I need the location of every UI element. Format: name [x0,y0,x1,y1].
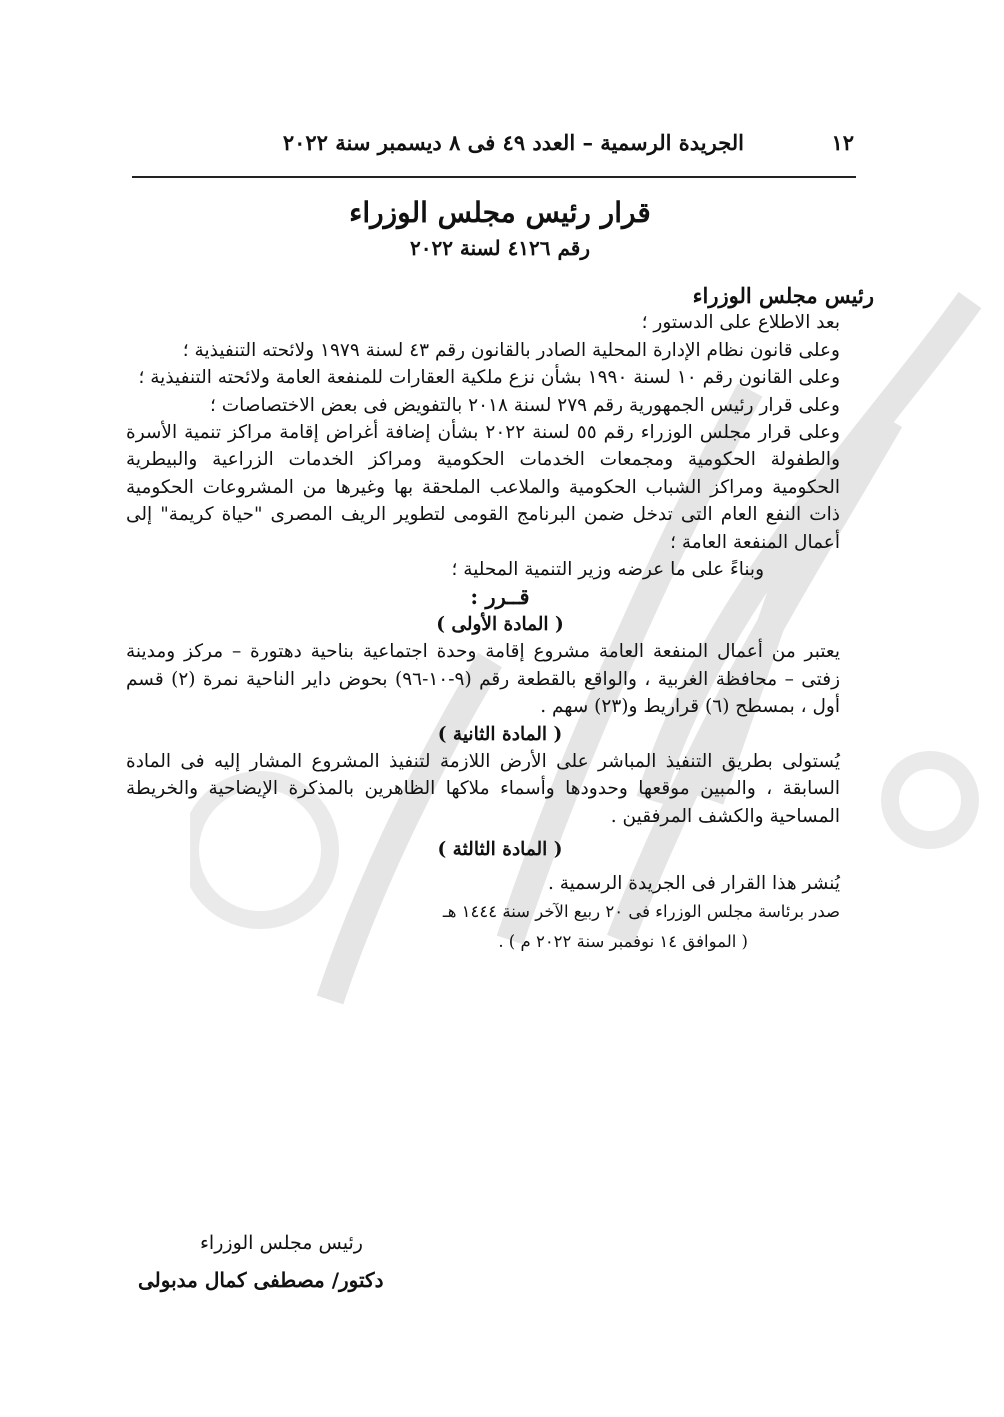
article-heading: ( المادة الثانية ) [437,723,563,745]
page-header [128,130,854,166]
header-divider [132,176,856,178]
decree-number: رقم ٤١٢٦ لسنة ٢٠٢٢ [409,236,591,260]
recital: وبناءً على ما عرضه وزير التنمية المحلية ؛ [451,559,764,581]
gazette-issue-title: الجريدة الرسمية – العدد ٤٩ فى ٨ ديسمبر سنة ٢٠٢٢ [282,130,744,155]
recital: وعلى قانون نظام الإدارة المحلية الصادر بالقانون رقم ٤٣ لسنة ١٩٧٩ ولائحته التنفيذية ؛ [182,339,840,361]
recital: وعلى القانون رقم ١٠ لسنة ١٩٩٠ بشأن نزع ملكية العقارات للمنفعة العامة ولائحته التنفيذية ؛ [138,367,840,389]
page-number: ١٢ [831,130,854,155]
article-heading: ( المادة الثالثة ) [437,839,563,861]
issuance-date: صدر برئاسة مجلس الوزراء فى ٢٠ ربيع الآخر سنة ١٤٤٤ هـ [442,901,840,921]
recital: وعلى قرار رئيس الجمهورية رقم ٢٧٩ لسنة ٢٠١٨ بالتفويض فى بعض الاختصاصات ؛ [209,394,840,416]
decree-title: قرار رئيس مجلس الوزراء [349,196,651,229]
decree-body [126,282,874,957]
issuer-heading: رئيس مجلس الوزراء [692,283,874,308]
issuance-date-gregorian: ( الموافق ١٤ نوفمبر سنة ٢٠٢٢ م ) . [498,931,748,951]
article-heading: ( المادة الأولى ) [436,613,564,635]
article-text: يعتبر من أعمال المنفعة العامة مشروع إقامة وحدة اجتماعية بناحية دهتورة – مركز ومدينة زفتى – محافظة الغربية ، والواقع بالقطعة رقم (٩-١٠-٩٦) بحوض داير الناحية نمرة (٢) قسم أول ، بمسطح (٦) قراريط و(٢٣) سهم . [126,641,841,718]
recital: وعلى قرار مجلس الوزراء رقم ٥٥ لسنة ٢٠٢٢ بشأن إضافة أغراض إقامة مراكز تنمية الأسرة والطفولة الحكومية ومجمعات الخدمات الحكومية ومراكز الخدمات الزراعية والبيطرية الحكومية ومراكز الشباب الحكومية والملاعب الملحقة بها وغيرها من المشروعات الحكومية ذات النفع العام التى تدخل ضمن البرنامج القومى لتطوير الريف المصرى "حياة كريمة" إلى أعمال المنفعة العامة ؛ [126,422,840,553]
article-text: يُستولى بطريق التنفيذ المباشر على الأرض اللازمة لتنفيذ المشروع المشار إليه فى المادة السابقة ، والمبين موقعها وحدودها وأسماء ملاكها الظاهرين بالمذكرة الإيضاحية والخريطة المساحية والكشف المرفقين . [126,750,840,827]
article-text: يُنشر هذا القرار فى الجريدة الرسمية . [547,872,840,894]
recital: بعد الاطلاع على الدستور ؛ [641,312,840,334]
signature-role: رئيس مجلس الوزراء [200,1232,363,1254]
signature-name: دكتور/ مصطفى كمال مدبولى [138,1268,384,1292]
decided-heading: قــرر : [470,584,530,610]
